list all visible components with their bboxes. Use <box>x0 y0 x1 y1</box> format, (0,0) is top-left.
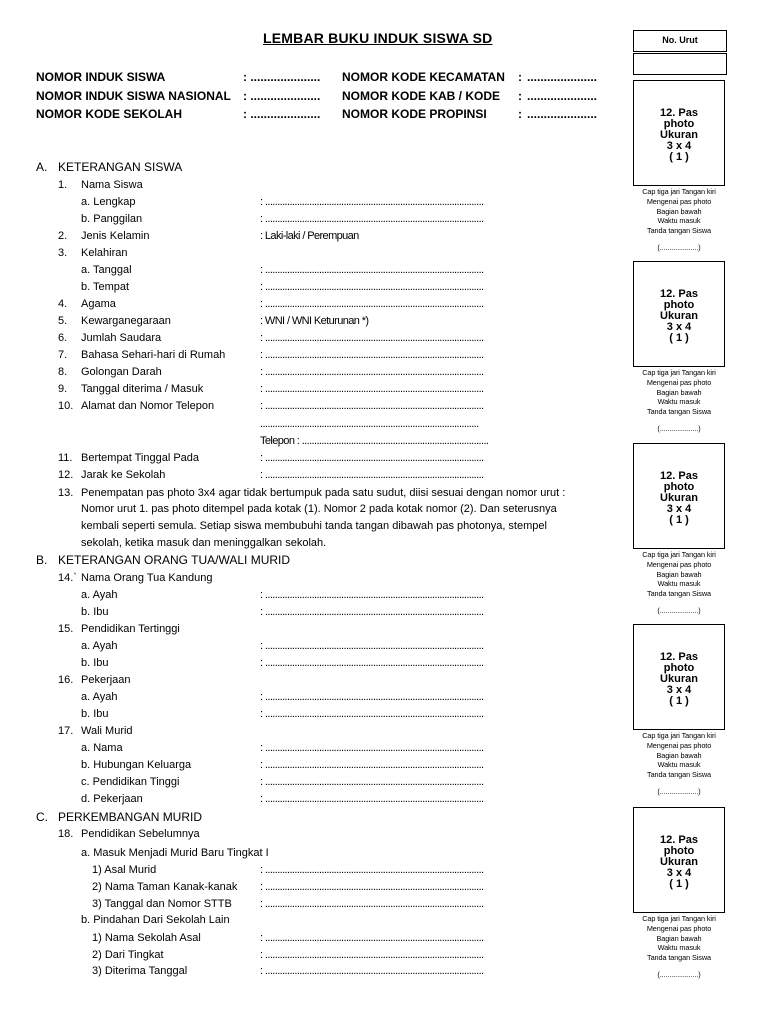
photo-box[interactable] <box>633 80 725 186</box>
photo-box-text: Ukuran <box>660 310 698 322</box>
photo-caption-line: Mengenai pas photo <box>646 196 712 206</box>
row-label: Jumlah Saudara <box>81 332 162 344</box>
row-label: 3) Tanggal dan Nomor STTB <box>92 898 232 910</box>
row-number: 5. <box>58 315 68 327</box>
row-label: a. Tanggal <box>81 264 132 276</box>
row-number: 17. <box>58 725 74 737</box>
row-label: Alamat dan Nomor Telepon <box>81 400 215 412</box>
caption-spacer <box>630 780 728 787</box>
header-kecamatan-value[interactable]: ..................... <box>527 70 598 84</box>
signature-placeholder[interactable]: (....................) <box>657 969 701 979</box>
caption-spacer <box>630 236 728 243</box>
row-value-field[interactable]: : ......................................................................................... <box>260 708 484 720</box>
row-label: Nama Orang Tua Kandung <box>81 572 213 584</box>
header-kab-label: NOMOR KODE KAB / KODE <box>342 89 501 103</box>
photo-caption-line: Mengenai pas photo <box>646 377 712 387</box>
photo-caption-line: Tanda tangan Siswa <box>647 407 711 417</box>
photo-box-text: 3 x 4 <box>666 684 692 696</box>
row-label: Pekerjaan <box>81 674 131 686</box>
row-label: 2) Nama Taman Kanak-kanak <box>92 881 238 893</box>
header-nisn-label: NOMOR INDUK SISWA NASIONAL <box>36 89 231 103</box>
photo-box-text: photo <box>663 118 695 130</box>
photo-box-text: ( 1 ) <box>669 151 689 163</box>
photo-box-text: 12. Pas <box>660 834 698 846</box>
row-label: Pendidikan Sebelumnya <box>81 828 200 840</box>
row-label: Jenis Kelamin <box>81 230 150 242</box>
header-kab-value[interactable]: ..................... <box>527 89 598 103</box>
row-label: b. Ibu <box>81 657 109 669</box>
photo-box-text: 12. Pas <box>660 651 698 663</box>
photo-box-text: 3 x 4 <box>666 321 692 333</box>
header-kecamatan-sep: : <box>518 70 522 84</box>
row-label: d. Pekerjaan <box>81 793 143 805</box>
photo-caption-line: Mengenai pas photo <box>646 559 712 569</box>
row-number: 7. <box>58 349 68 361</box>
photo-box-text: ( 1 ) <box>669 514 689 526</box>
row-value-field[interactable]: : Laki-laki / Perempuan <box>260 230 359 242</box>
header-kecamatan-label: NOMOR KODE KECAMATAN <box>342 70 505 84</box>
row-number: 10. <box>58 400 74 412</box>
row-value-field[interactable]: : ......................................................................................... <box>260 366 484 378</box>
row-value-field[interactable]: : ......................................................................................... <box>260 640 484 652</box>
photo-caption-line: Tanda tangan Siswa <box>647 770 711 780</box>
row-label: a. Lengkap <box>81 196 136 208</box>
section-a-letter: A. <box>36 160 48 174</box>
photo-box-text: Ukuran <box>660 129 698 141</box>
item13-line-2: Nomor urut 1. pas photo ditempel pada kotak (1). Nomor 2 pada kotak nomor (2). Dan seterusnya <box>81 503 557 515</box>
signature-placeholder[interactable]: (....................) <box>657 423 701 433</box>
row-number: 11. <box>58 452 73 464</box>
section-c-title: PERKEMBANGAN MURID <box>58 810 203 824</box>
header-kode-sekolah-label: NOMOR KODE SEKOLAH <box>36 107 183 121</box>
row-number: 1. <box>58 179 68 191</box>
row-value-field[interactable]: : ......................................................................................... <box>260 898 484 910</box>
row-value-field[interactable]: : ......................................................................................... <box>260 965 484 977</box>
row-label: a. Nama <box>81 742 123 754</box>
row-label: 1) Nama Sekolah Asal <box>92 932 201 944</box>
signature-placeholder[interactable]: (....................) <box>657 605 701 615</box>
item13-line-3: kembali seperti semula. Setiap siswa membubuhi tanda tangan dibawah pas photonya, stempel <box>81 520 547 532</box>
signature-placeholder[interactable]: (....................) <box>657 242 701 252</box>
photo-box-text: photo <box>663 299 695 311</box>
photo-box-text: ( 1 ) <box>669 695 689 707</box>
photo-box-text: 3 x 4 <box>666 140 692 152</box>
photo-caption-line: Bagian bawah <box>656 387 702 397</box>
row-value-field[interactable]: : ......................................................................................... <box>260 196 484 208</box>
row-label: Golongan Darah <box>81 366 162 378</box>
row-label: 1) Asal Murid <box>92 864 157 876</box>
row-number: 8. <box>58 366 68 378</box>
no-urut-field[interactable] <box>633 53 727 75</box>
header-propinsi-sep: : <box>518 107 522 121</box>
row-value-field[interactable]: : ......................................................................................... <box>260 776 484 788</box>
row-label: Wali Murid <box>81 725 133 737</box>
no-urut-label-box <box>633 30 727 52</box>
photo-caption-line: Waktu masuk <box>657 216 701 226</box>
photo-box-text: Ukuran <box>660 673 698 685</box>
photo-box-text: 12. Pas <box>660 107 698 119</box>
row-number: 2. <box>58 230 68 242</box>
photo-box-text: photo <box>663 481 695 493</box>
row-number: 14.` <box>58 572 77 584</box>
row-number: 9. <box>58 383 68 395</box>
row-value-field[interactable]: : ......................................................................................... <box>260 742 484 754</box>
page-title: LEMBAR BUKU INDUK SISWA SD <box>263 30 493 46</box>
photo-caption-line: Waktu masuk <box>657 943 701 953</box>
no-urut-label: No. Urut <box>662 35 698 45</box>
row-number: 18. <box>58 828 74 840</box>
photo-box-text: 3 x 4 <box>666 867 692 879</box>
row-value-field[interactable]: : ......................................................................................... <box>260 864 484 876</box>
row-label: Agama <box>81 298 116 310</box>
photo-caption-line: Cap tiga jari Tangan kiri <box>642 187 716 196</box>
photo-caption <box>630 914 728 980</box>
signature-placeholder[interactable]: (....................) <box>657 786 701 796</box>
photo-caption-line: Tanda tangan Siswa <box>647 589 711 599</box>
header-kode-sekolah-value[interactable]: : ..................... <box>243 107 321 121</box>
row-label: a. Ayah <box>81 691 118 703</box>
photo-caption-line: Mengenai pas photo <box>646 740 712 750</box>
photo-caption-line: Waktu masuk <box>657 579 701 589</box>
header-kab-sep: : <box>518 89 522 103</box>
caption-spacer <box>630 417 728 424</box>
photo-caption <box>630 550 728 616</box>
row-value-field[interactable]: : WNI / WNI Keturunan *) <box>260 315 369 327</box>
photo-caption-line: Mengenai pas photo <box>646 923 712 933</box>
row-number: 15. <box>58 623 74 635</box>
row-label: Nama Siswa <box>81 179 143 191</box>
row-value-field[interactable]: : ......................................................................................... <box>260 281 484 293</box>
row-label: b. Panggilan <box>81 213 143 225</box>
row-value-field[interactable]: : ......................................................................................... <box>260 469 484 481</box>
row-label: c. Pendidikan Tinggi <box>81 776 180 788</box>
row-value-field[interactable]: : ......................................................................................... <box>260 949 484 961</box>
photo-box-text: 12. Pas <box>660 288 698 300</box>
header-propinsi-value[interactable]: ..................... <box>527 107 598 121</box>
photo-box-text: Ukuran <box>660 856 698 868</box>
photo-caption-line: Cap tiga jari Tangan kiri <box>642 731 716 740</box>
row-value-field[interactable]: : ......................................................................................... <box>260 400 484 412</box>
row-value-field[interactable]: : ......................................................................................... <box>260 691 484 703</box>
photo-caption-line: Bagian bawah <box>656 206 702 216</box>
caption-spacer <box>630 599 728 606</box>
row-value-field[interactable]: : ......................................................................................... <box>260 349 484 361</box>
photo-caption-line: Cap tiga jari Tangan kiri <box>642 550 716 559</box>
photo-caption-line: Waktu masuk <box>657 397 701 407</box>
row-number: 12. <box>58 469 74 481</box>
photo-caption-line: Bagian bawah <box>656 569 702 579</box>
row-value-field[interactable]: : ......................................................................................... <box>260 606 484 618</box>
row-value-field[interactable]: : ......................................................................................... <box>260 589 484 601</box>
header-nis-label: NOMOR INDUK SISWA <box>36 70 166 84</box>
photo-box-text: 12. Pas <box>660 470 698 482</box>
section-c-letter: C. <box>36 810 48 824</box>
photo-box[interactable] <box>633 624 725 730</box>
row-label: a. Masuk Menjadi Murid Baru Tingkat I <box>81 847 269 859</box>
photo-box-text: photo <box>663 845 695 857</box>
row-label: a. Ayah <box>81 640 118 652</box>
row-value-field[interactable]: : ......................................................................................... <box>260 793 484 805</box>
row-number: 3. <box>58 247 68 259</box>
photo-box-text: ( 1 ) <box>669 878 689 890</box>
photo-box[interactable] <box>633 261 725 367</box>
row-value-field[interactable]: : ......................................................................................... <box>260 213 484 225</box>
row-value-field[interactable]: : ......................................................................................... <box>260 383 484 395</box>
photo-box-text: Ukuran <box>660 492 698 504</box>
row-label: 2) Dari Tingkat <box>92 949 164 961</box>
photo-box[interactable] <box>633 807 725 913</box>
photo-box[interactable] <box>633 443 725 549</box>
row-label: Kewarganegaraan <box>81 315 171 327</box>
row-value-field[interactable]: : ......................................................................................... <box>260 332 484 344</box>
row-value-field[interactable]: Telepon : ............................................................................ <box>260 435 489 447</box>
row-value-field[interactable]: : ......................................................................................... <box>260 881 484 893</box>
row-number: 16. <box>58 674 74 686</box>
row-label: Pendidikan Tertinggi <box>81 623 180 635</box>
item13-line-4: sekolah, ketika masuk dan meninggalkan sekolah. <box>81 537 327 549</box>
row-label: 3) Diterima Tanggal <box>92 965 188 977</box>
row-label: Bahasa Sehari-hari di Rumah <box>81 349 226 361</box>
row-value-field[interactable]: : ......................................................................................... <box>260 932 484 944</box>
section-b-title: KETERANGAN ORANG TUA/WALI MURID <box>58 553 291 567</box>
photo-caption <box>630 731 728 797</box>
photo-caption-line: Cap tiga jari Tangan kiri <box>642 368 716 377</box>
item13-line-1: Penempatan pas photo 3x4 agar tidak bertumpuk pada satu sudut, diisi sesuai dengan nomor urut : <box>81 487 566 499</box>
item13-number: 13. <box>58 487 74 499</box>
photo-caption-line: Tanda tangan Siswa <box>647 953 711 963</box>
photo-caption-line: Waktu masuk <box>657 760 701 770</box>
header-nisn-value[interactable]: : ..................... <box>243 89 321 103</box>
row-label: b. Hubungan Keluarga <box>81 759 192 771</box>
photo-caption-line: Bagian bawah <box>656 750 702 760</box>
photo-caption-line: Cap tiga jari Tangan kiri <box>642 914 716 923</box>
row-label: Jarak ke Sekolah <box>81 469 166 481</box>
row-value-field[interactable]: : ......................................................................................... <box>260 759 484 771</box>
row-label: Tanggal diterima / Masuk <box>81 383 204 395</box>
row-number: 6. <box>58 332 68 344</box>
row-value-field[interactable]: : ......................................................................................... <box>260 298 484 310</box>
photo-caption <box>630 187 728 253</box>
header-propinsi-label: NOMOR KODE PROPINSI <box>342 107 487 121</box>
row-value-field[interactable]: : ......................................................................................... <box>260 452 484 464</box>
row-label: b. Pindahan Dari Sekolah Lain <box>81 914 230 926</box>
row-value-field[interactable]: : ......................................................................................... <box>260 264 484 276</box>
photo-box-text: 3 x 4 <box>666 503 692 515</box>
row-label: b. Tempat <box>81 281 130 293</box>
header-nis-value[interactable]: : ..................... <box>243 70 321 84</box>
photo-box-text: ( 1 ) <box>669 332 689 344</box>
row-label: Bertempat Tinggal Pada <box>81 452 200 464</box>
row-value-field[interactable]: ......................................................................................... <box>260 418 479 430</box>
photo-caption <box>630 368 728 434</box>
row-number: 4. <box>58 298 68 310</box>
section-b-letter: B. <box>36 553 48 567</box>
caption-spacer <box>630 963 728 970</box>
row-value-field[interactable]: : ......................................................................................... <box>260 657 484 669</box>
row-label: Kelahiran <box>81 247 128 259</box>
row-label: a. Ayah <box>81 589 118 601</box>
photo-caption-line: Bagian bawah <box>656 933 702 943</box>
photo-caption-line: Tanda tangan Siswa <box>647 226 711 236</box>
row-label: b. Ibu <box>81 606 109 618</box>
row-label: b. Ibu <box>81 708 109 720</box>
section-a-title: KETERANGAN SISWA <box>58 160 183 174</box>
photo-box-text: photo <box>663 662 695 674</box>
